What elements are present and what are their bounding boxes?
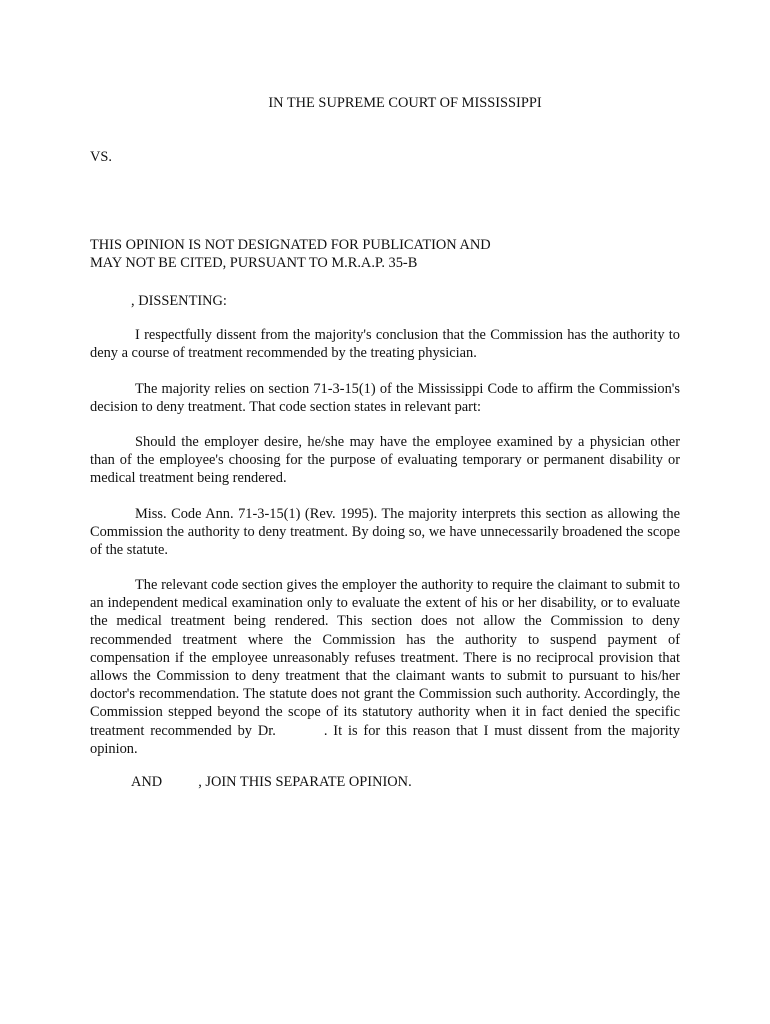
paragraph-5 — [90, 576, 680, 758]
paragraph-1: I respectfully dissent from the majority's conclusion that the Commission has the authority to deny a course of treatment recommended by the treating physician. — [90, 327, 680, 362]
paragraph-4: Miss. Code Ann. 71-3-15(1) (Rev. 1995). The majority interprets this section as allowing the Commission the authority to deny treatment. By doing so, we have unnecessarily broadened the scope of the statute. — [90, 506, 680, 559]
paragraph-5-text: The relevant code section gives the employer the authority to require the claimant to submit to an independent medical examination only to evaluate the extent of his or her disability, or to evaluate the medical treatment being rendered. This section does not allow the Commission to deny recommended treatment where the Commission has the authority to suspend payment of compensation if the employee unreasonably refuses treatment. There is no reciprocal provision that allows the Commission to deny treatment that the claimant wants to submit to pursuant to his/her doctor's recommendation. The statute does not grant the Commission such authority. Accordingly, the Commission stepped beyond the scope of its statutory authority when it in fact denied the specific treatment recommended by Dr. — [90, 577, 680, 739]
paragraph-5-ending: . It is for this reason that I must dissent from the majority opinion. — [90, 722, 680, 757]
dissenting-heading: , DISSENTING: — [131, 293, 227, 309]
joinder-line — [131, 773, 412, 791]
publication-notice-line-1: THIS OPINION IS NOT DESIGNATED FOR PUBLICATION AND — [90, 237, 491, 253]
joinder-and: AND — [131, 774, 163, 790]
court-title: IN THE SUPREME COURT OF MISSISSIPPI — [268, 95, 542, 111]
quoted-statute-paragraph: Should the employer desire, he/she may have the employee examined by a physician other than of the employee's choosing for the purpose of evaluating temporary or permanent disability or medical treatment being rendered. — [90, 434, 680, 487]
versus-label: VS. — [90, 149, 112, 165]
publication-notice-line-2: MAY NOT BE CITED, PURSUANT TO M.R.A.P. 35-B — [90, 255, 418, 271]
joinder-text: , JOIN THIS SEPARATE OPINION. — [198, 774, 412, 790]
paragraph-2: The majority relies on section 71-3-15(1) of the Mississippi Code to affirm the Commission's decision to deny treatment. That code section states in relevant part: — [90, 381, 680, 416]
